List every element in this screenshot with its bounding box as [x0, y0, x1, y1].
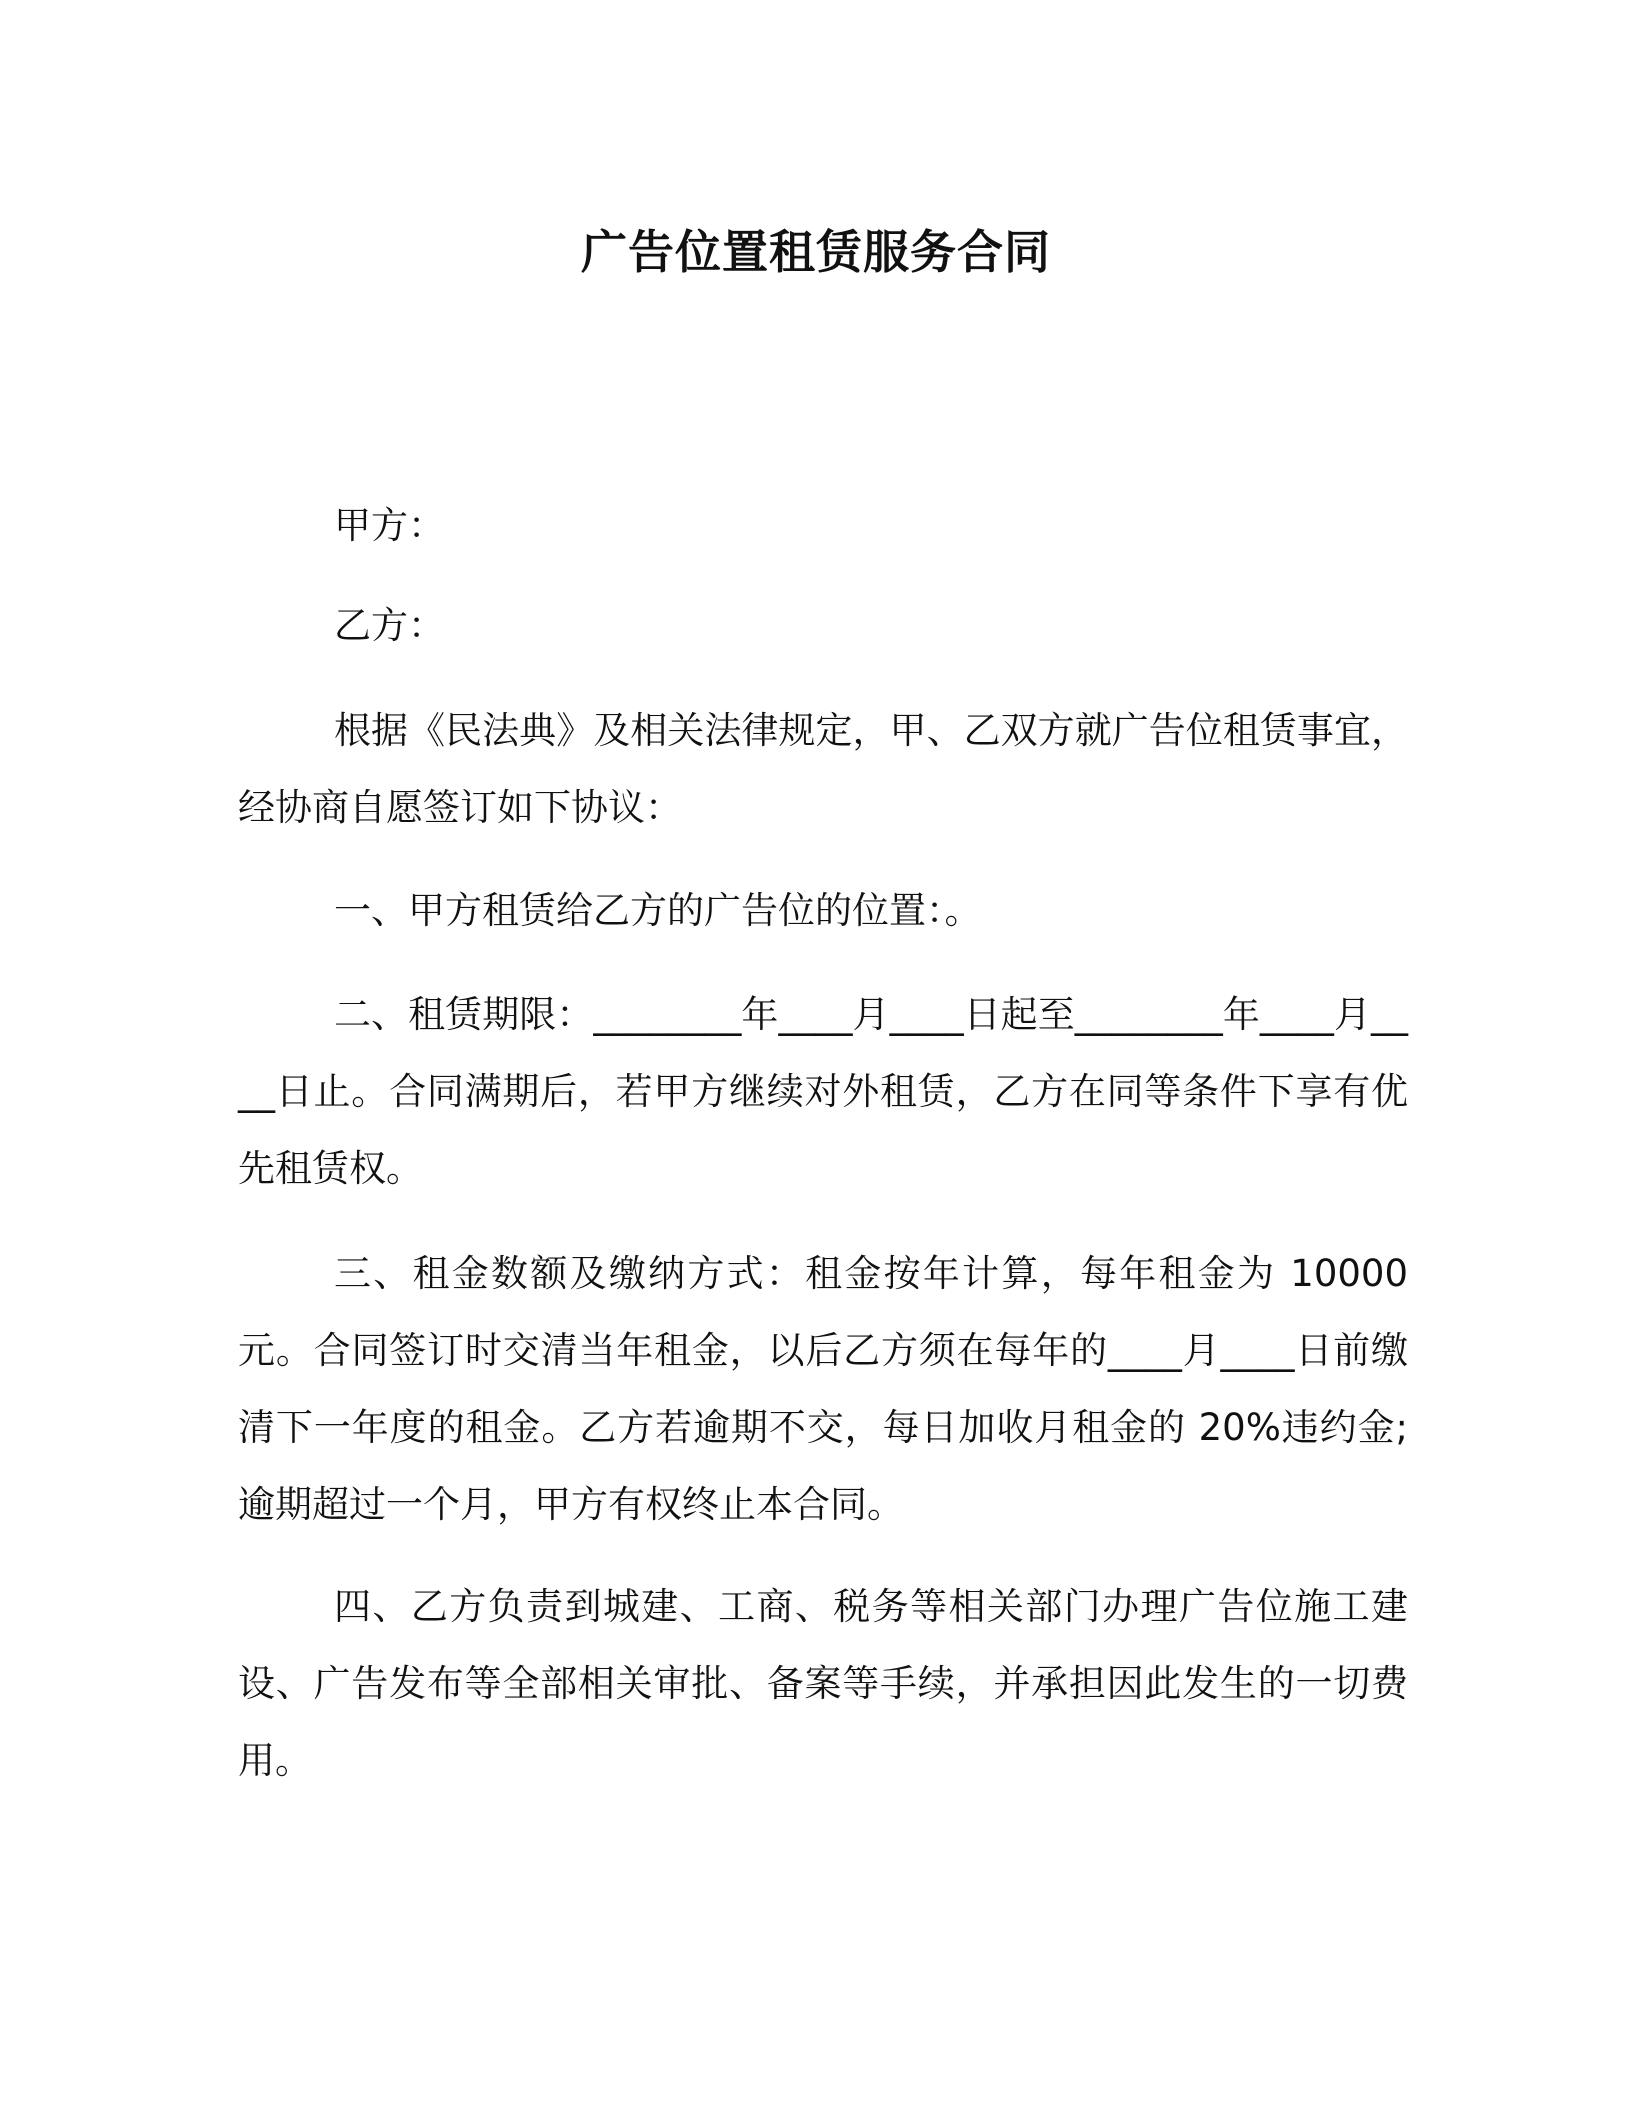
party-a-line: 甲方：	[334, 504, 445, 547]
clause-4-approvals: 四、乙方负责到城建、工商、税务等相关部门办理广告位施工建设、广告发布等全部相关审批、备案等手续，并承担因此发生的一切费用。	[238, 1585, 1408, 1782]
document-title: 广告位置租赁服务合同	[581, 225, 1051, 279]
clause-3-rent: 三、租金数额及缴纳方式：租金按年计算，每年租金为 10000元。合同签订时交清当年租金，以后乙方须在每年的____月____日前缴清下一年度的租金。乙方若逾期不交，每日加收月租金的 20%违约金;逾期超过一个月，甲方有权终止本合同。	[238, 1252, 1408, 1526]
clause-2-term: 二、租赁期限：________年____月____日起至________年____月____日止。合同满期后，若甲方继续对外租赁，乙方在同等条件下享有优先租赁权。	[238, 993, 1408, 1190]
clause-1-location: 一、甲方租赁给乙方的广告位的位置：。	[334, 889, 982, 932]
party-b-line: 乙方：	[334, 604, 445, 647]
basis-paragraph: 根据《民法典》及相关法律规定，甲、乙双方就广告位租赁事宜，经协商自愿签订如下协议：	[238, 709, 1408, 829]
